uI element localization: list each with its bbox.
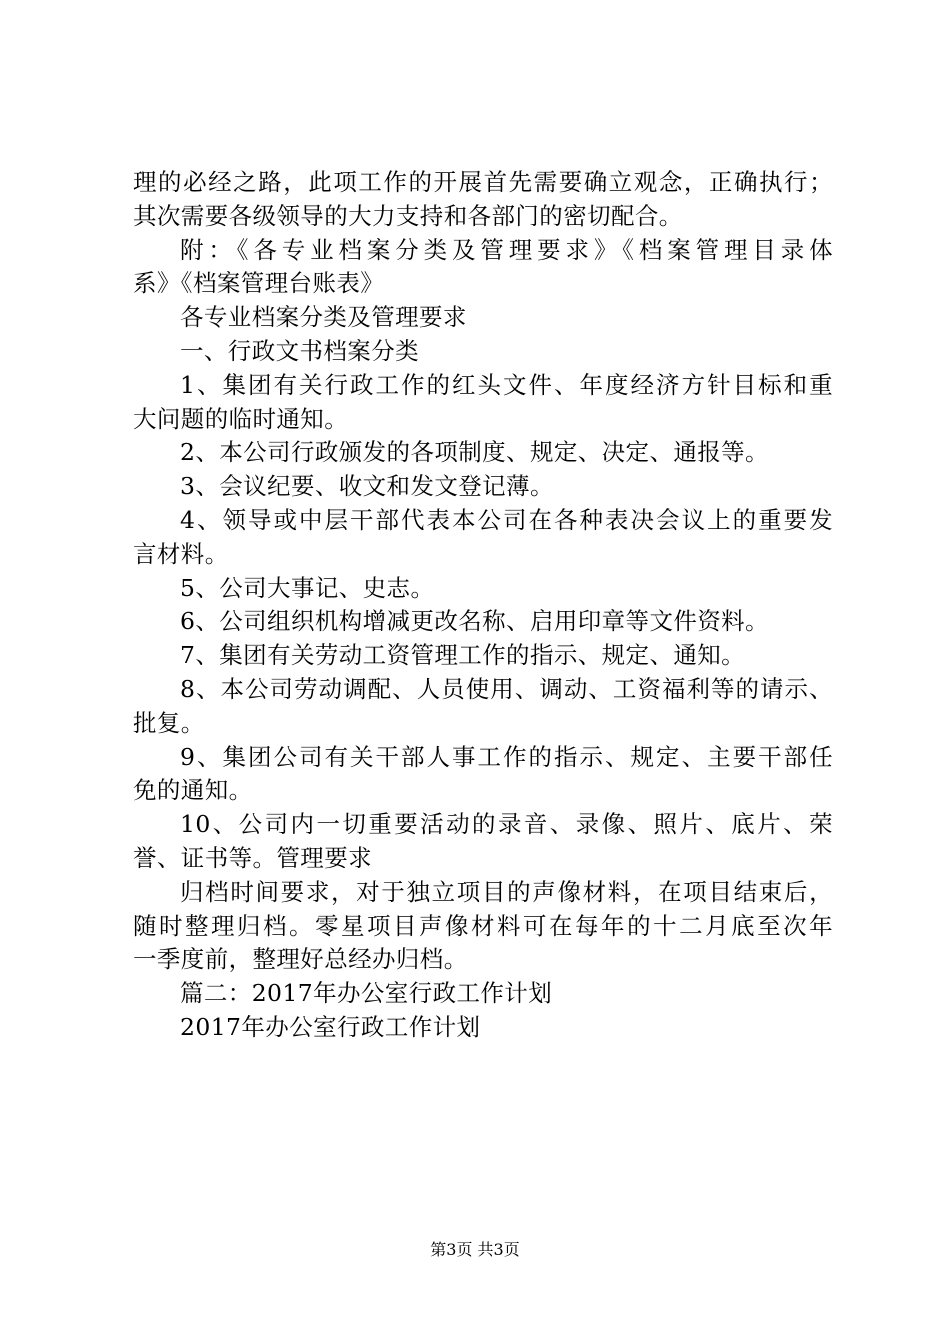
text-line: 5、公司大事记、史志。 [180,573,435,602]
text-line: 各专业档案分类及管理要求 [180,303,467,332]
text-line: 一季度前，整理好总经办归档。 [133,945,468,974]
text-line: 9、集团公司有关干部人事工作的指示、规定、主要干部任 [180,742,833,771]
text-line: 誉、证书等。管理要求 [133,843,372,872]
text-line: 2017年办公室行政工作计划 [180,1012,481,1041]
text-line: 一、行政文书档案分类 [180,336,419,365]
page-footer: 第3页 共3页 [430,1240,520,1259]
text-line: 2、本公司行政颁发的各项制度、规定、决定、通报等。 [180,438,769,467]
text-line: 10、公司内一切重要活动的录音、录像、照片、底片、荣 [180,810,833,839]
text-line: 批复。 [133,708,205,737]
text-line: 8、本公司劳动调配、人员使用、调动、工资福利等的请示、 [180,674,833,703]
text-line: 言材料。 [133,539,229,568]
text-line: 附：《各专业档案分类及管理要求》《档案管理目录体 [180,235,833,264]
text-line: 3、会议纪要、收文和发文登记薄。 [180,472,554,501]
text-line: 1、集团有关行政工作的红头文件、年度经济方针目标和重 [180,370,833,399]
text-line: 随时整理归档。零星项目声像材料可在每年的十二月底至次年 [133,911,833,940]
text-line: 大问题的临时通知。 [133,404,349,433]
text-line: 归档时间要求，对于独立项目的声像材料，在项目结束后， [180,877,833,906]
text-line: 系》《档案管理台账表》 [133,269,385,298]
text-line: 6、公司组织机构增减更改名称、启用印章等文件资料。 [180,607,769,636]
text-line: 免的通知。 [133,776,253,805]
document-body [133,166,833,1045]
text-line: 4、领导或中层干部代表本公司在各种表决会议上的重要发 [180,505,833,534]
text-line: 其次需要各级领导的大力支持和各部门的密切配合。 [133,201,683,230]
text-line: 篇二：2017年办公室行政工作计划 [180,979,553,1008]
text-line: 7、集团有关劳动工资管理工作的指示、规定、通知。 [180,641,746,670]
text-line: 理的必经之路，此项工作的开展首先需要确立观念，正确执行； [133,168,833,196]
